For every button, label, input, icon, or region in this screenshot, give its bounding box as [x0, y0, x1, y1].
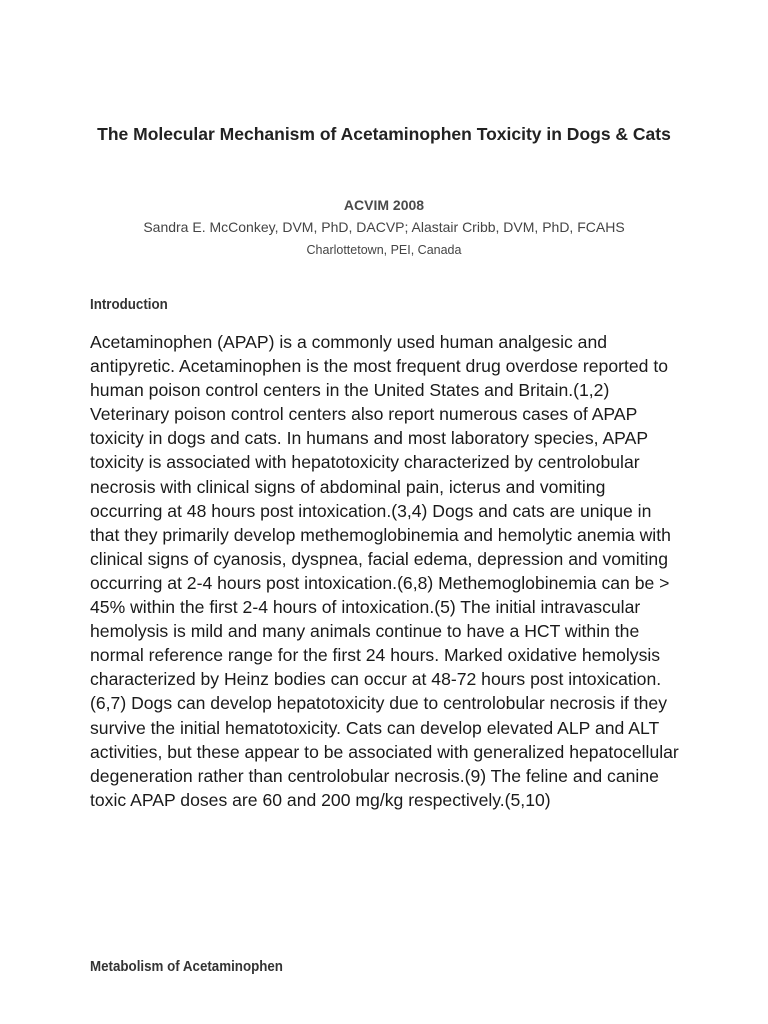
- section-heading-introduction: Introduction: [90, 297, 168, 313]
- authors-line: Sandra E. McConkey, DVM, PhD, DACVP; Alastair Cribb, DVM, PhD, FCAHS: [143, 219, 625, 235]
- document-title: The Molecular Mechanism of Acetaminophen Toxicity in Dogs & Cats: [97, 124, 671, 144]
- conference-name: ACVIM 2008: [343, 197, 425, 213]
- location-line: Charlottetown, PEI, Canada: [306, 243, 462, 257]
- section-heading-metabolism: Metabolism of Acetaminophen: [90, 959, 283, 975]
- introduction-paragraph: Acetaminophen (APAP) is a commonly used human analgesic and antipyretic. Acetaminophen is the most frequent drug overdose reported to human poison control centers in the United States and Britain.(1,2) Veterinary poison control centers also report numerous cases of APAP toxicity in dogs and cats. In humans and most laboratory species, APAP toxicity is associated with hepatotoxicity characterized by centrolobular necrosis with clinical signs of abdominal pain, icterus and vomiting occurring at 48 hours post intoxication.(3,4) Dogs and cats are unique in that they primarily develop methemoglobinemia and hemolytic anemia with clinical signs of cyanosis, dyspnea, facial edema, depression and vomiting occurring at 2-4 hours post intoxication.(6,8) Methemoglobinemia can be > 45% within the first 2-4 hours of intoxication.(5) The initial intravascular hemolysis is mild and many animals continue to have a HCT within the normal reference range for the first 24 hours. Marked oxidative hemolysis characterized by Heinz bodies can occur at 48-72 hours post intoxication.(6,7) Dogs can develop hepatotoxicity due to centrolobular necrosis if they survive the initial hematotoxicity. Cats can develop elevated ALP and ALT activities, but these appear to be associated with generalized hepatocellular degeneration rather than centrolobular necrosis.(9) The feline and canine toxic APAP doses are 60 and 200 mg/kg respectively.(5,10): [90, 332, 679, 810]
